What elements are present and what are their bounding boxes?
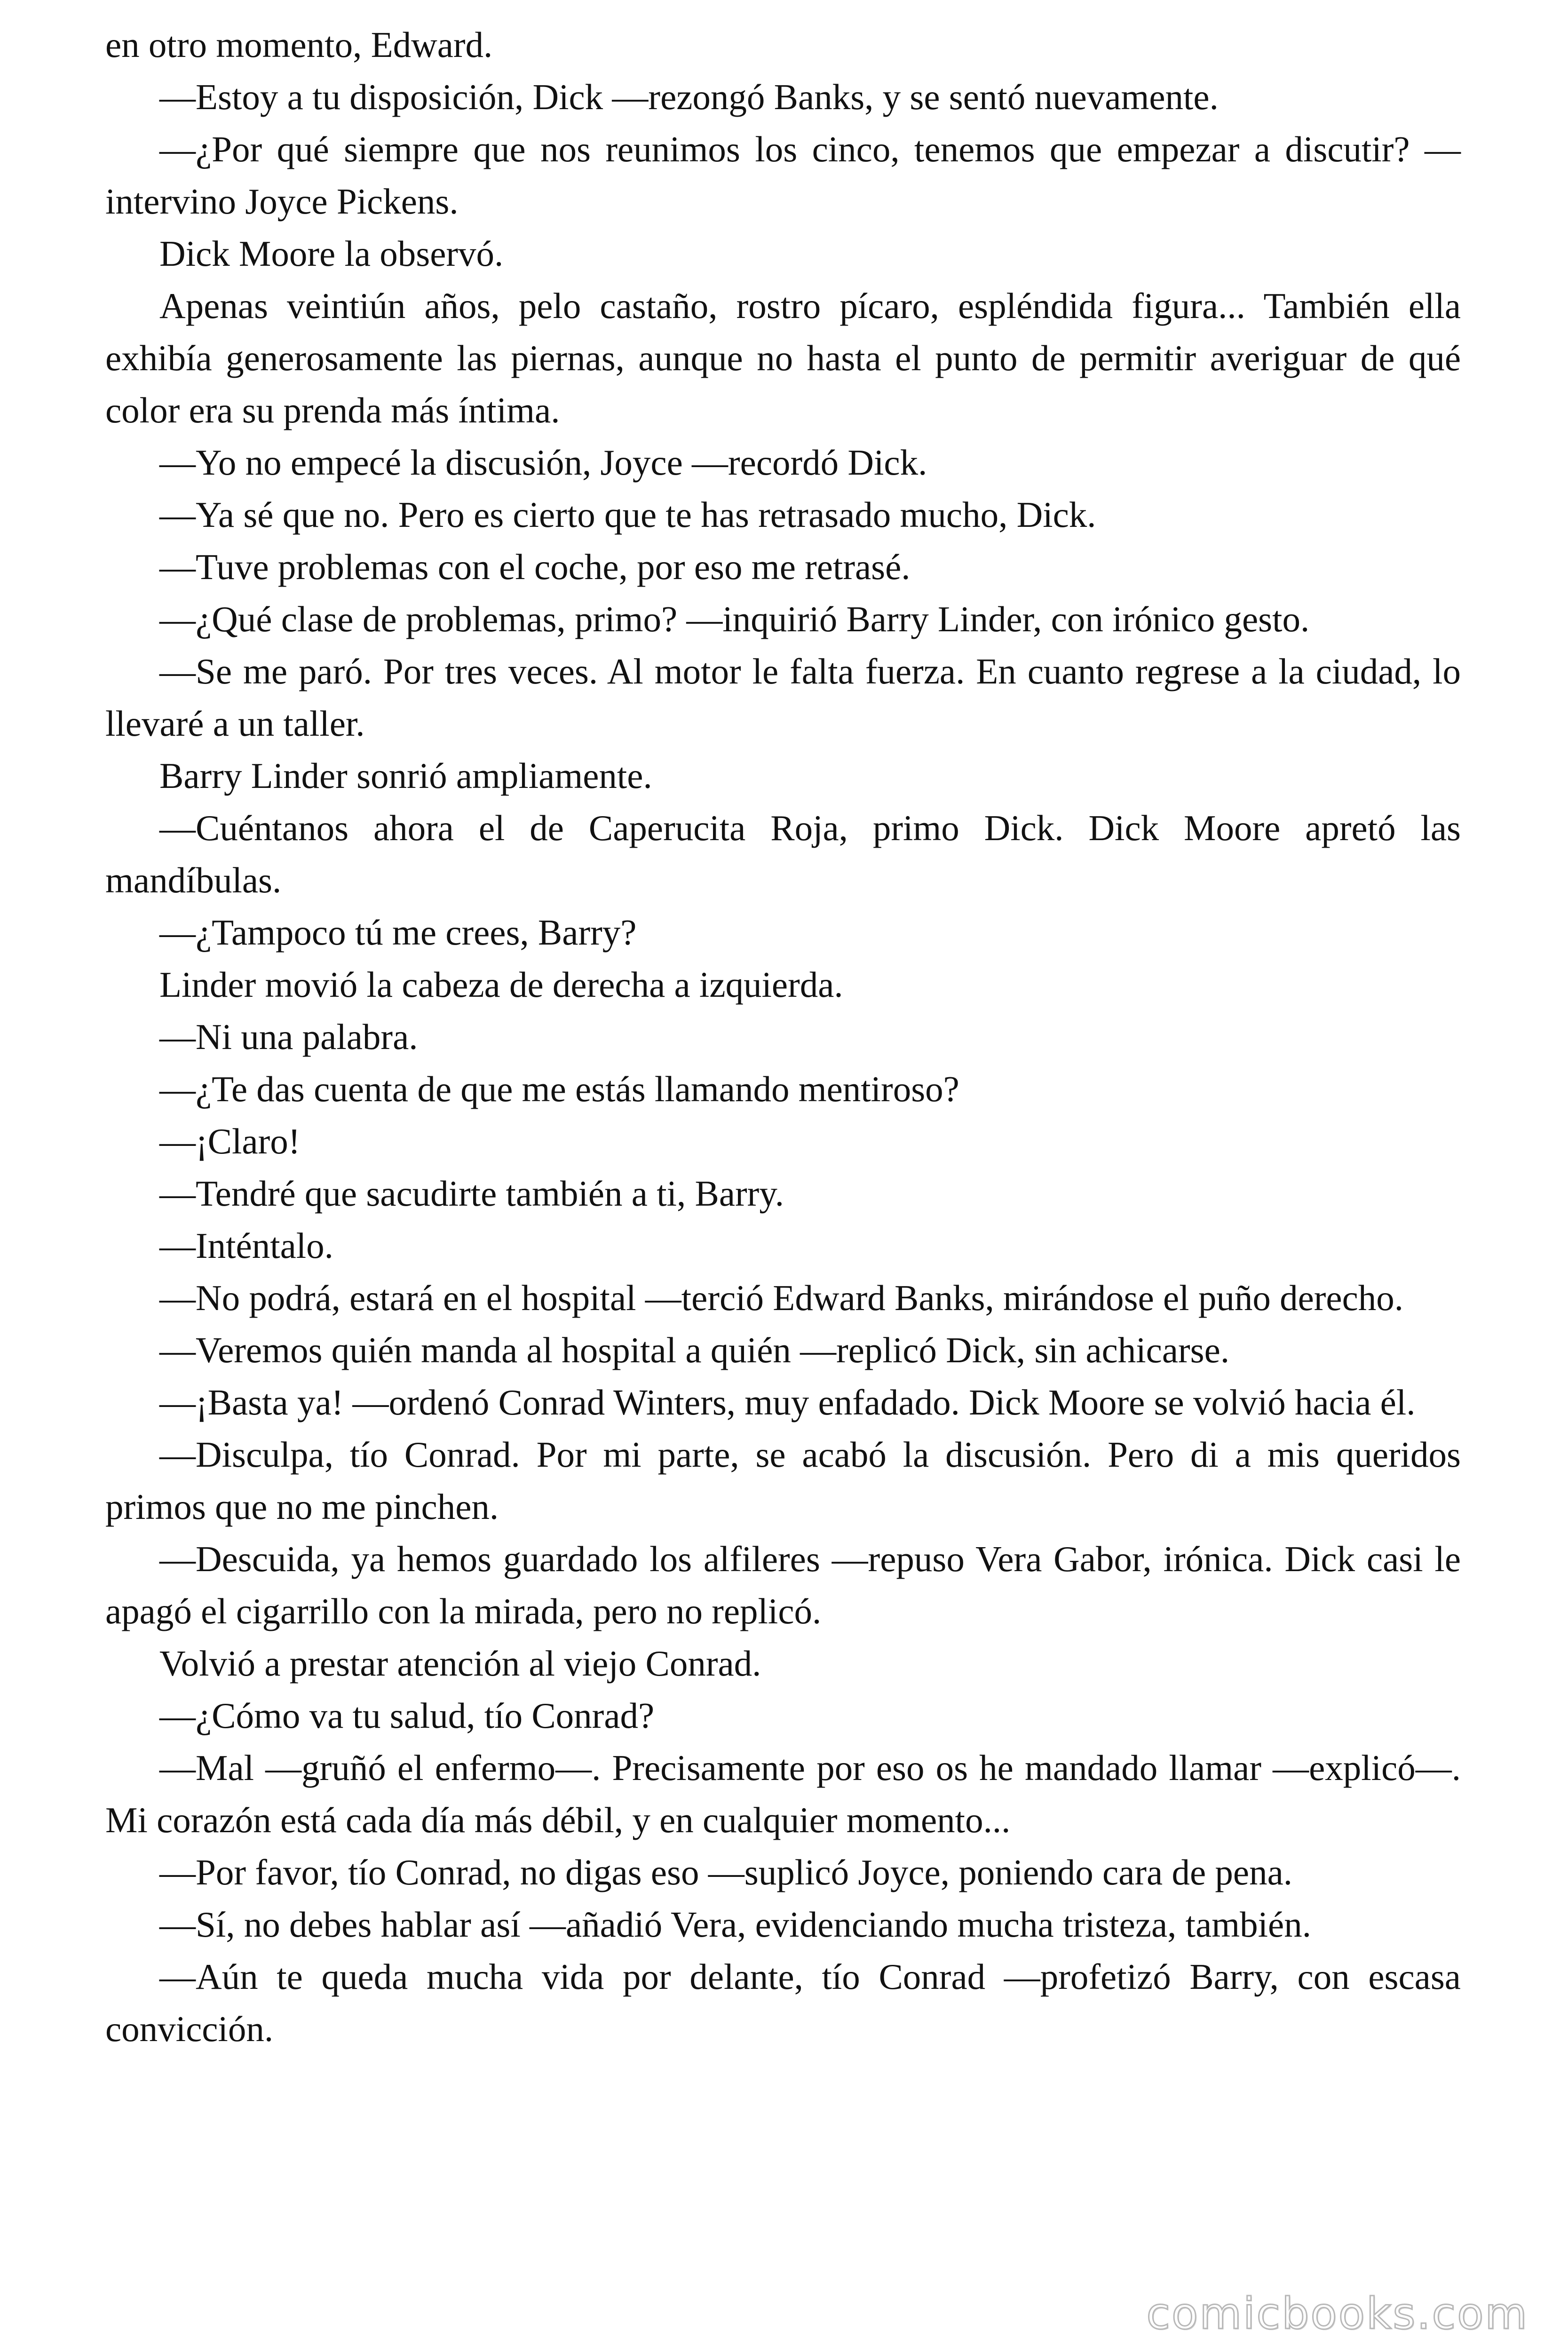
paragraph: —Mal —gruñó el enfermo—. Precisamente por eso os he mandado llamar —explicó—. Mi corazón está cada día más débil, y en cualquier momento... [105, 1748, 1461, 1840]
paragraph: —No podrá, estará en el hospital —terció Edward Banks, mirándose el puño derecho. [159, 1278, 1403, 1318]
paragraph: —Inténtalo. [159, 1225, 333, 1266]
paragraph: —Disculpa, tío Conrad. Por mi parte, se acabó la discusión. Pero di a mis queridos primos que no me pinchen. [105, 1434, 1461, 1527]
paragraph: —Ni una palabra. [159, 1017, 418, 1057]
paragraph: —Ya sé que no. Pero es cierto que te has retrasado mucho, Dick. [159, 494, 1096, 535]
paragraph: Linder movió la cabeza de derecha a izquierda. [159, 964, 843, 1005]
paragraph: —Tuve problemas con el coche, por eso me retrasé. [159, 547, 911, 587]
paragraph: Volvió a prestar atención al viejo Conrad. [159, 1643, 761, 1684]
paragraph: —Aún te queda mucha vida por delante, tío Conrad —profetizó Barry, con escasa convicción. [105, 1956, 1461, 2049]
paragraph: —Veremos quién manda al hospital a quién —replicó Dick, sin achicarse. [159, 1330, 1230, 1370]
paragraph: —Tendré que sacudirte también a ti, Barry. [159, 1173, 784, 1214]
paragraph: —Se me paró. Por tres veces. Al motor le falta fuerza. En cuanto regrese a la ciudad, lo llevaré a un taller. [105, 651, 1461, 744]
paragraph: —Sí, no debes hablar así —añadió Vera, evidenciando mucha tristeza, también. [159, 1904, 1311, 1945]
paragraph: —¡Claro! [159, 1121, 301, 1161]
paragraph: —¿Te das cuenta de que me estás llamando mentiroso? [159, 1069, 959, 1109]
paragraph: —Descuida, ya hemos guardado los alfileres —repuso Vera Gabor, irónica. Dick casi le apagó el cigarrillo con la mirada, pero no replicó. [105, 1539, 1461, 1631]
paragraph: en otro momento, Edward. [105, 24, 493, 65]
paragraph: —¿Tampoco tú me crees, Barry? [159, 912, 637, 953]
paragraph: —¿Por qué siempre que nos reunimos los cinco, tenemos que empezar a discutir? — intervino Joyce Pickens. [105, 129, 1461, 222]
paragraph: —Yo no empecé la discusión, Joyce —recordó Dick. [159, 442, 927, 483]
paragraph: —Estoy a tu disposición, Dick —rezongó Banks, y se sentó nuevamente. [159, 77, 1219, 117]
paragraph: —¿Cómo va tu salud, tío Conrad? [159, 1695, 655, 1736]
paragraph: Barry Linder sonrió ampliamente. [159, 755, 652, 796]
paragraph: Apenas veintiún años, pelo castaño, rostro pícaro, espléndida figura... También ella exhibía generosamente las piernas, aunque no hasta el punto de permitir averiguar de qué color era su prenda más íntima. [105, 286, 1461, 430]
paragraph: —¿Qué clase de problemas, primo? —inquirió Barry Linder, con irónico gesto. [159, 599, 1310, 639]
paragraph: —Cuéntanos ahora el de Caperucita Roja, primo Dick. Dick Moore apretó las mandíbulas. [105, 808, 1461, 900]
book-page-text [105, 19, 1461, 2055]
paragraph: —¡Basta ya! —ordenó Conrad Winters, muy enfadado. Dick Moore se volvió hacia él. [159, 1382, 1416, 1422]
paragraph: Dick Moore la observó. [159, 233, 504, 274]
paragraph: —Por favor, tío Conrad, no digas eso —suplicó Joyce, poniendo cara de pena. [159, 1852, 1292, 1892]
watermark-logo: comicbooks.com [1146, 2288, 1528, 2339]
